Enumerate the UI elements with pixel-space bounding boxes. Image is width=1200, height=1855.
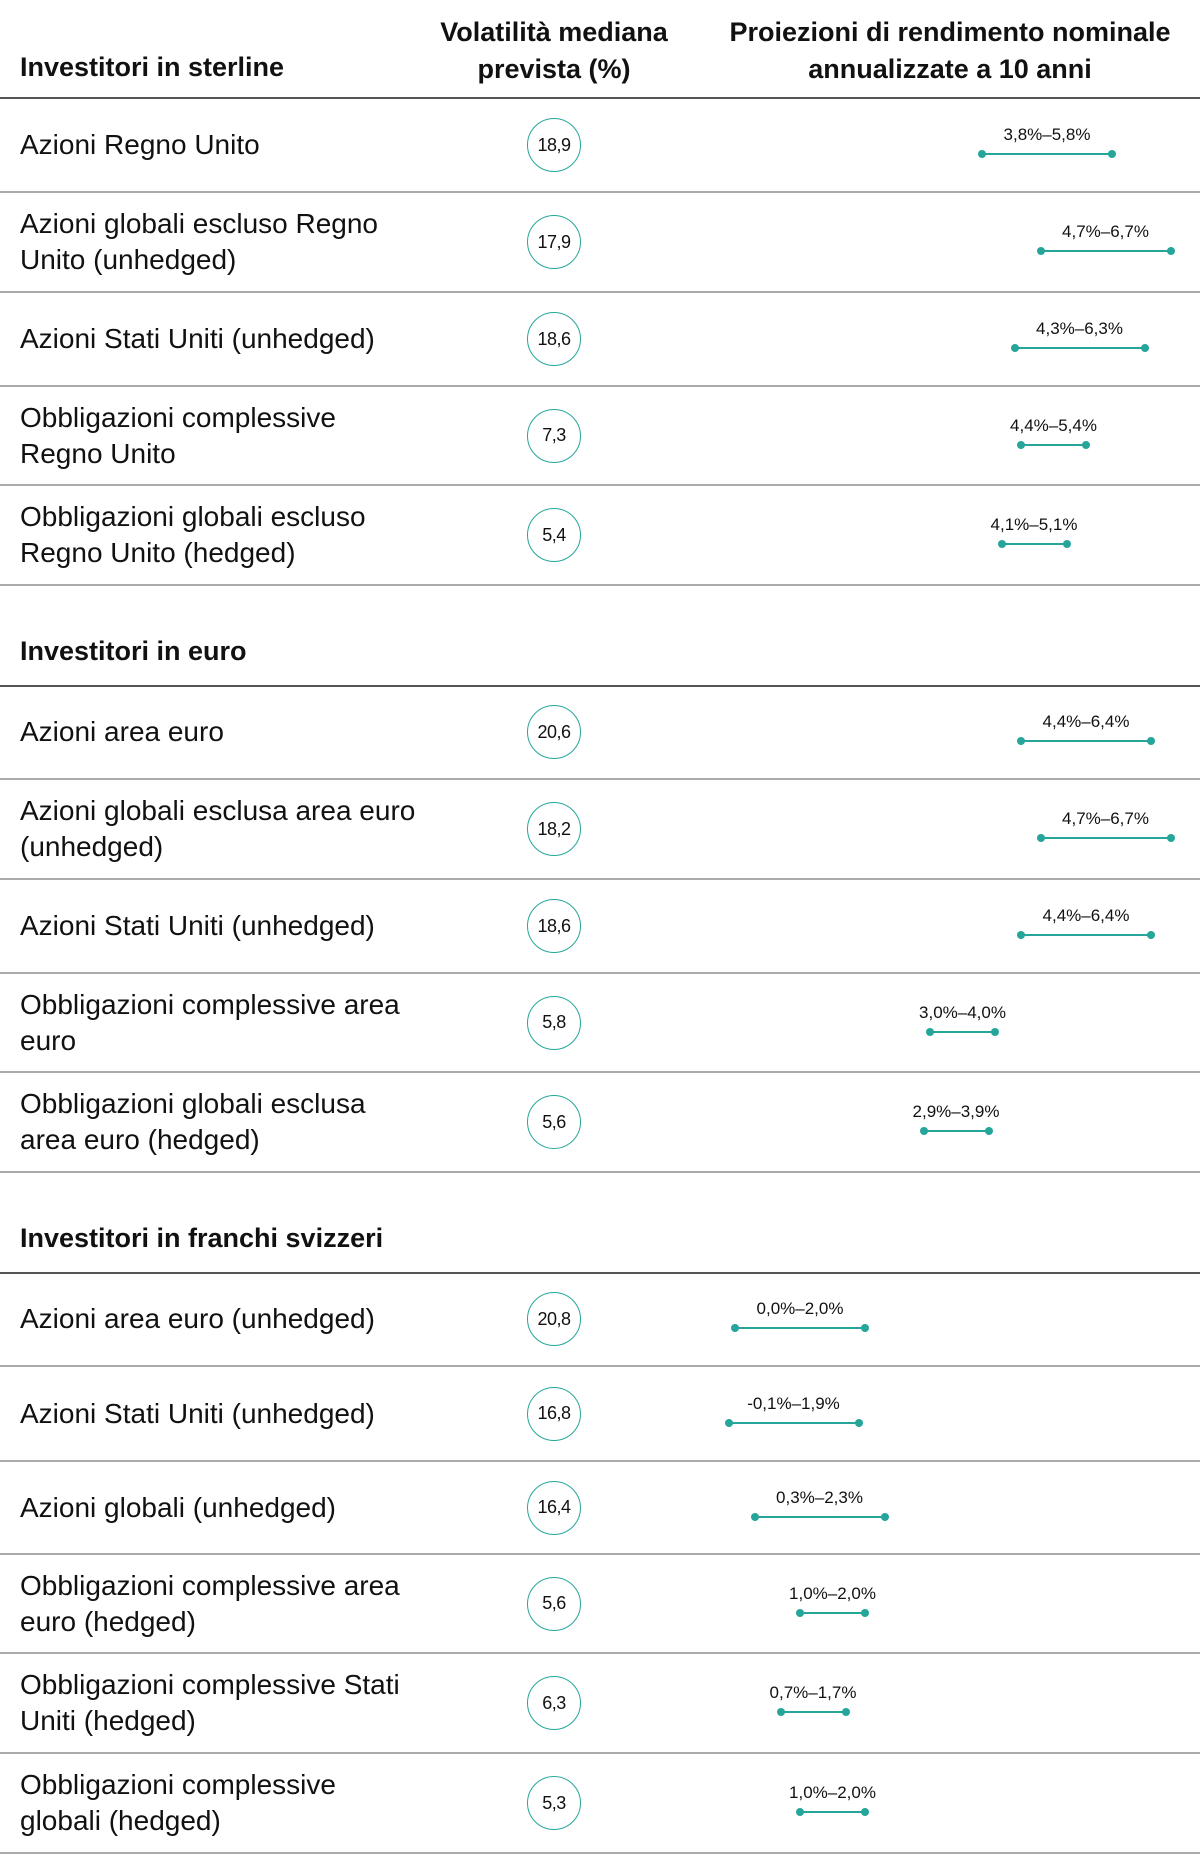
range-low-dot [777, 1708, 785, 1716]
range-line [800, 1612, 865, 1614]
table-row [0, 293, 1200, 387]
section-title: Investitori in franchi svizzeri [20, 1223, 384, 1253]
range-low-dot [1017, 737, 1025, 745]
range-high-dot [1147, 737, 1155, 745]
asset-class-label: Obbligazioni complessive area euro (hedged) [20, 1569, 400, 1637]
volatility-badge: 18,2 [527, 802, 581, 856]
range-low-dot [1017, 441, 1025, 449]
range-low-dot [978, 150, 986, 158]
table-row [0, 974, 1200, 1073]
asset-class-label: Azioni Stati Uniti (unhedged) [20, 1397, 375, 1429]
range-high-dot [1063, 540, 1071, 548]
table-row [0, 1555, 1200, 1654]
range-high-dot [1167, 834, 1175, 842]
range-label: -0,1%–1,9% [747, 1393, 840, 1413]
table-row [0, 387, 1200, 486]
volatility-badge: 20,6 [527, 705, 581, 759]
volatility-badge: 17,9 [527, 215, 581, 269]
volatility-badge: 5,4 [527, 508, 581, 562]
range-line [1021, 740, 1151, 742]
volatility-badge: 5,8 [527, 996, 581, 1050]
volatility-badge: 16,4 [527, 1481, 581, 1535]
range-low-dot [731, 1324, 739, 1332]
range-high-dot [1141, 344, 1149, 352]
header-volatility: Volatilità mediana prevista (%) [440, 17, 668, 84]
table-row [0, 1462, 1200, 1555]
range-high-dot [1082, 441, 1090, 449]
range-line [781, 1711, 846, 1713]
range-line [1015, 347, 1145, 349]
range-line [1021, 934, 1151, 936]
range-label: 2,9%–3,9% [912, 1102, 1000, 1121]
table-row [0, 880, 1200, 974]
asset-class-label: Azioni Stati Uniti (unhedged) [20, 910, 375, 941]
range-label: 4,1%–5,1% [990, 515, 1078, 534]
range-low-dot [1037, 247, 1045, 255]
table-row [0, 1367, 1200, 1462]
table-row [0, 1754, 1200, 1854]
range-low-dot [926, 1028, 934, 1036]
volatility-badge: 7,3 [527, 409, 581, 463]
table-row [0, 1654, 1200, 1754]
range-label: 4,4%–6,4% [1042, 712, 1130, 731]
range-low-dot [751, 1513, 759, 1521]
range-label: 4,4%–6,4% [1042, 906, 1130, 925]
table-row [0, 486, 1200, 586]
range-label: 1,0%–2,0% [789, 1783, 876, 1802]
range-label: 1,0%–2,0% [789, 1583, 876, 1603]
range-label: 3,8%–5,8% [1003, 125, 1091, 144]
asset-class-label: Azioni globali (unhedged) [20, 1491, 336, 1523]
header-returns: Proiezioni di rendimento nominale annualizzate a 10 anni [729, 17, 1171, 84]
range-low-dot [998, 540, 1006, 548]
range-line [924, 1130, 989, 1132]
table-row [0, 1273, 1200, 1367]
range-label: 3,0%–4,0% [919, 1002, 1006, 1022]
range-low-dot [796, 1609, 804, 1617]
range-line [729, 1422, 859, 1424]
header-investors: Investitori in sterline [20, 52, 285, 82]
range-line [930, 1031, 995, 1033]
range-low-dot [796, 1808, 804, 1816]
range-low-dot [725, 1419, 733, 1427]
volatility-badge: 5,6 [527, 1095, 581, 1149]
range-line [982, 153, 1112, 155]
range-high-dot [861, 1609, 869, 1617]
asset-class-label: Azioni Stati Uniti (unhedged) [20, 323, 375, 354]
range-high-dot [985, 1127, 993, 1135]
range-high-dot [1147, 931, 1155, 939]
range-line [1002, 543, 1067, 545]
range-line [1021, 444, 1086, 446]
asset-class-label: Obbligazioni globali escluso Regno Unito (hedged) [20, 501, 366, 568]
asset-class-label: Obbligazioni complessive Stati Uniti (hedged) [20, 1669, 400, 1736]
asset-class-label: Azioni Regno Unito [20, 129, 260, 160]
range-low-dot [1011, 344, 1019, 352]
volatility-badge: 18,6 [527, 312, 581, 366]
range-high-dot [842, 1708, 850, 1716]
volatility-badge: 5,6 [527, 1577, 581, 1631]
volatility-badge: 18,6 [527, 899, 581, 953]
range-high-dot [861, 1324, 869, 1332]
range-line [1041, 250, 1171, 252]
section-title: Investitori in euro [20, 636, 247, 666]
asset-class-label: Azioni area euro [20, 716, 224, 747]
asset-class-label: Azioni area euro (unhedged) [20, 1303, 375, 1334]
table-header [0, 0, 1200, 99]
range-line [800, 1811, 865, 1813]
range-high-dot [1167, 247, 1175, 255]
volatility-badge: 5,3 [527, 1776, 581, 1830]
asset-class-label: Azioni globali escluso Regno Unito (unhedged) [20, 208, 378, 275]
range-high-dot [855, 1419, 863, 1427]
range-label: 4,7%–6,7% [1062, 809, 1149, 828]
range-label: 4,3%–6,3% [1036, 319, 1123, 338]
asset-class-label: Obbligazioni complessive area euro [20, 988, 400, 1056]
volatility-badge: 6,3 [527, 1676, 581, 1730]
table-row [0, 780, 1200, 880]
volatility-badge: 20,8 [527, 1292, 581, 1346]
range-line [1041, 837, 1171, 839]
table-row [0, 99, 1200, 193]
range-line [735, 1327, 865, 1329]
range-high-dot [991, 1028, 999, 1036]
asset-class-label: Obbligazioni complessive Regno Unito [20, 401, 336, 469]
asset-class-label: Obbligazioni complessive globali (hedged) [20, 1769, 336, 1836]
range-high-dot [1108, 150, 1116, 158]
range-line [755, 1516, 885, 1518]
asset-class-label: Azioni globali esclusa area euro (unhedged) [20, 795, 416, 862]
asset-class-label: Obbligazioni globali esclusa area euro (hedged) [20, 1088, 366, 1155]
range-low-dot [1037, 834, 1045, 842]
volatility-badge: 18,9 [527, 118, 581, 172]
range-label: 4,7%–6,7% [1062, 222, 1149, 241]
range-label: 0,0%–2,0% [756, 1299, 844, 1318]
range-label: 4,4%–5,4% [1010, 415, 1097, 435]
range-high-dot [861, 1808, 869, 1816]
range-label: 0,3%–2,3% [776, 1487, 863, 1507]
volatility-badge: 16,8 [527, 1387, 581, 1441]
range-low-dot [1017, 931, 1025, 939]
range-low-dot [920, 1127, 928, 1135]
table-row [0, 193, 1200, 293]
table-row [0, 686, 1200, 780]
table-row [0, 1073, 1200, 1173]
range-high-dot [881, 1513, 889, 1521]
range-label: 0,7%–1,7% [769, 1683, 857, 1702]
